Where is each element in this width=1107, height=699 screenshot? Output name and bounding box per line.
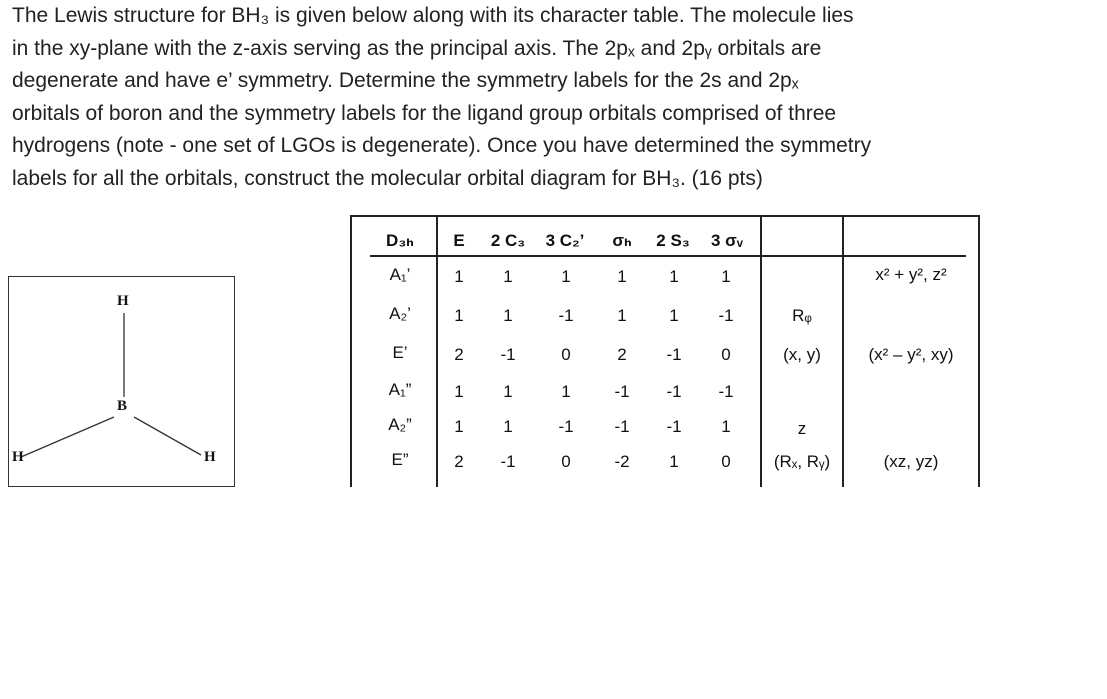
character-value: 1 (669, 452, 679, 471)
irrep-label: E” (391, 450, 409, 469)
point-group-label: D₃ₕ (386, 231, 414, 250)
operation-header: E (453, 231, 465, 250)
character-value: 0 (561, 345, 571, 364)
character-value: -1 (558, 306, 574, 325)
character-value: 1 (503, 306, 513, 325)
character-value: 1 (454, 306, 464, 325)
header-rule (370, 255, 966, 257)
linear-function: z (797, 419, 807, 438)
question-line: degenerate and have e’ symmetry. Determine the symmetry labels for the 2s and 2pₓ (12, 69, 799, 93)
character-value: 2 (454, 452, 464, 471)
character-value: -1 (666, 417, 682, 436)
character-value: -1 (500, 452, 516, 471)
character-value: -1 (614, 417, 630, 436)
operation-header: σₕ (612, 231, 632, 250)
character-value: 1 (503, 417, 513, 436)
atom-h-top: H (117, 293, 129, 309)
operation-header: 2 S₃ (656, 231, 690, 250)
atom-b-center: B (117, 398, 128, 414)
character-value: 1 (669, 267, 679, 286)
question-line: orbitals of boron and the symmetry labels for the ligand group orbitals comprised of three (12, 101, 837, 125)
question-line: in the xy-plane with the z-axis serving as the principal axis. The 2pₓ and 2pᵧ orbitals are (12, 36, 822, 60)
irrep-label: A₂” (388, 415, 412, 434)
character-value: -1 (718, 306, 734, 325)
irrep-label: A₂’ (389, 304, 411, 323)
character-value: -1 (666, 382, 682, 401)
bond-b-h-right (134, 417, 201, 455)
character-value: 1 (454, 417, 464, 436)
quadratic-function: x² + y², z² (875, 265, 947, 284)
quadratic-function: (x² – y², xy) (868, 345, 954, 364)
character-value: 0 (561, 452, 571, 471)
character-value: 2 (617, 345, 627, 364)
question-line: hydrogens (note - one set of LGOs is degenerate). Once you have determined the symmetry (12, 134, 872, 158)
bond-b-h-left (21, 417, 114, 457)
character-value: -1 (666, 345, 682, 364)
irrep-label: A₁’ (389, 265, 411, 284)
table-divider (842, 217, 844, 487)
character-value: 1 (454, 382, 464, 401)
character-value: 0 (721, 452, 731, 471)
character-value: 0 (721, 345, 731, 364)
linear-function: (x, y) (783, 345, 821, 364)
linear-function: Rᵩ (792, 306, 812, 325)
irrep-label: E’ (392, 343, 408, 362)
character-value: 1 (454, 267, 464, 286)
question-line: labels for all the orbitals, construct the molecular orbital diagram for BH₃. (16 pts) (12, 166, 763, 190)
character-value: 1 (669, 306, 679, 325)
irrep-label: A₁” (388, 380, 412, 399)
quadratic-function: (xz, yz) (883, 452, 939, 471)
question-text (12, 0, 1002, 196)
character-value: 1 (617, 267, 627, 286)
character-value: 1 (721, 417, 731, 436)
character-value: 1 (561, 382, 571, 401)
question-line: The Lewis structure for BH₃ is given below along with its character table. The molecule lies (12, 4, 854, 27)
character-value: -1 (614, 382, 630, 401)
character-value: -1 (500, 345, 516, 364)
character-table (350, 215, 980, 487)
atom-h-right: H (204, 449, 216, 465)
linear-function: (Rₓ, Rᵧ) (773, 452, 831, 471)
character-value: 1 (617, 306, 627, 325)
operation-header: 3 σᵥ (711, 231, 743, 250)
character-value: 1 (503, 267, 513, 286)
operation-header: 2 C₃ (490, 231, 526, 250)
lewis-structure (8, 276, 235, 487)
character-value: 2 (454, 345, 464, 364)
character-value: 1 (503, 382, 513, 401)
character-value: 1 (561, 267, 571, 286)
character-value: 1 (721, 267, 731, 286)
character-value: -1 (718, 382, 734, 401)
character-value: -1 (558, 417, 574, 436)
character-value: -2 (614, 452, 630, 471)
operation-header: 3 C₂’ (545, 231, 585, 250)
table-divider (436, 217, 438, 487)
atom-h-left: H (12, 449, 24, 465)
